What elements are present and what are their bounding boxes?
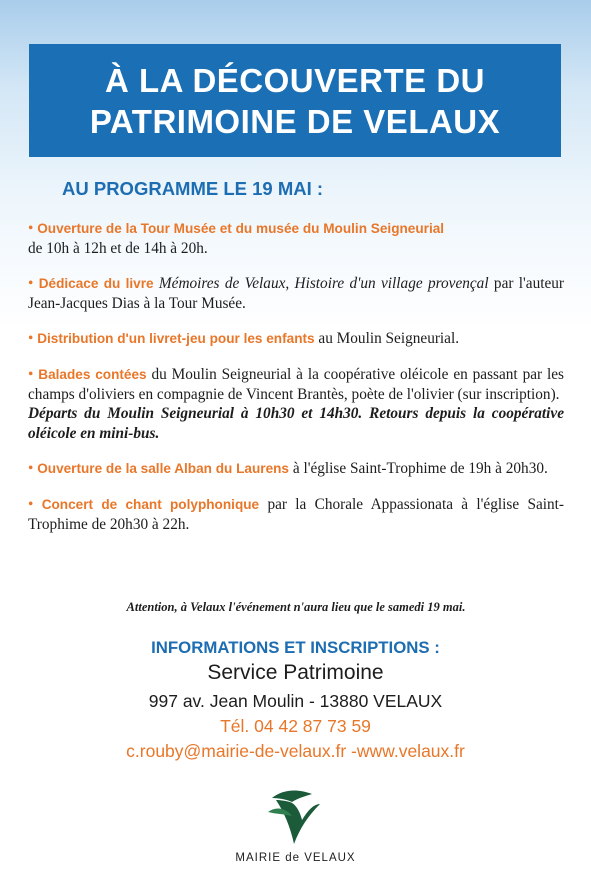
contact-email-website: c.rouby@mairie-de-velaux.fr -www.velaux.fr xyxy=(126,741,465,761)
program-item-text: de 10h à 12h et de 14h à 20h. xyxy=(28,239,208,257)
bullet-icon: • xyxy=(28,495,34,513)
program-item-highlight: Dédicace du livre xyxy=(38,276,154,292)
program-item-highlight: Concert de chant polyphonique xyxy=(41,496,260,512)
service-name: Service Patrimoine xyxy=(207,661,384,684)
phone-number: Tél. 04 42 87 73 59 xyxy=(220,716,371,736)
program-item-text: au Moulin Seigneurial. xyxy=(318,330,460,348)
program-item-text: du Moulin Seigneurial à la coopérative oléicole en passant par les champs d'oliviers en compagnie de Vincent Brantès, poète de l'olivier (sur inscription). xyxy=(28,365,564,403)
mairie-caption: MAIRIE de VELAUX xyxy=(235,852,356,864)
program-item-salle-alban xyxy=(28,459,564,479)
address: 997 av. Jean Moulin - 13880 VELAUX xyxy=(148,691,443,711)
program-item-note: Départs du Moulin Seigneurial à 10h30 et 14h30. Retours depuis la coopérative oléicole en mini-bus. xyxy=(28,405,564,442)
bullet-icon: • xyxy=(28,220,34,237)
attention-note: Attention, à Velaux l'événement n'aura lieu que le samedi 19 mai. xyxy=(126,600,466,614)
info-heading: INFORMATIONS ET INSCRIPTIONS : xyxy=(151,638,440,657)
bullet-icon: • xyxy=(28,330,34,348)
program-item-tour-musee xyxy=(28,219,564,258)
page-title-banner xyxy=(29,44,561,157)
program-item-text: par l'auteur Jean-Jacques Dias à la Tour Musée. xyxy=(28,275,565,312)
program-item-text: par la Chorale Appassionata à l'église Saint-Trophime de 20h30 à 22h. xyxy=(28,495,564,533)
velaux-v-logo-icon xyxy=(262,782,330,850)
bullet-icon: • xyxy=(28,460,34,478)
program-item-livret-jeu xyxy=(28,329,564,349)
program-item-highlight: Distribution d'un livret-jeu pour les enfants xyxy=(37,331,315,347)
program-heading: AU PROGRAMME LE 19 MAI : xyxy=(62,178,324,199)
page-title-line-1: À LA DÉCOUVERTE DU xyxy=(105,61,485,99)
program-item-concert xyxy=(28,495,564,534)
page-title-line-2: PATRIMOINE DE VELAUX xyxy=(89,102,501,140)
program-item-dedicace xyxy=(28,274,564,313)
bullet-icon: • xyxy=(28,365,34,383)
program-item-text: à l'église Saint-Trophime de 19h à 20h30. xyxy=(292,460,548,478)
program-item-highlight: Ouverture de la Tour Musée et du musée du Moulin Seigneurial xyxy=(37,221,445,236)
book-title: Mémoires de Velaux, Histoire d'un village provençal xyxy=(158,275,489,293)
program-item-highlight: Ouverture de la salle Alban du Laurens xyxy=(37,461,289,477)
program-item-highlight: Balades contées xyxy=(38,366,147,382)
program-item-balades xyxy=(28,365,564,443)
program-list xyxy=(28,219,564,550)
bullet-icon: • xyxy=(28,275,34,293)
